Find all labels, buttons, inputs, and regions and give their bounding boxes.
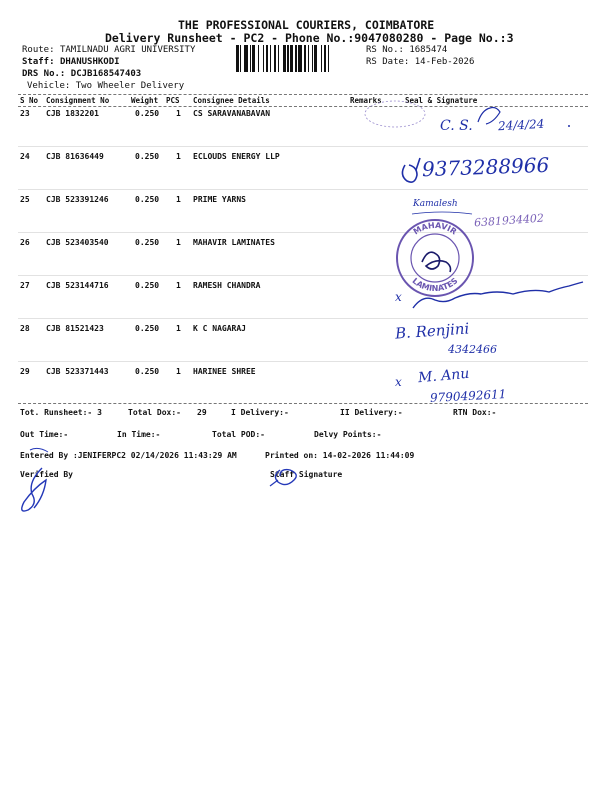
- col-weight: Weight: [131, 96, 159, 105]
- entered-by-scribble: [30, 448, 48, 452]
- entered-by: Entered By :JENIFERPC2 02/14/2026 11:43:29 AM: [20, 451, 237, 460]
- row23-initials: C. S.: [440, 118, 473, 134]
- col-sno: S No: [20, 96, 39, 105]
- row-sno: 24: [20, 152, 30, 161]
- row-pcs: 1: [176, 324, 181, 333]
- runsheet-subtitle: Delivery Runsheet - PC2 - Phone No.:9047080280 - Page No.:3: [105, 31, 514, 45]
- row24-phone: 9373288966: [421, 152, 550, 182]
- row23-signature-scribble: [478, 108, 500, 125]
- row25-phone: 6381934402: [473, 211, 545, 230]
- total-pod: Total POD:-: [212, 430, 265, 439]
- i-delivery: I Delivery:-: [231, 408, 289, 417]
- verified-by-signature: [22, 468, 46, 511]
- verified-by: Verified By: [20, 470, 73, 479]
- row29-mark: x: [395, 375, 402, 389]
- row28-name: B. Renjini: [394, 319, 470, 343]
- row-pcs: 1: [176, 238, 181, 247]
- row25-underline: [412, 212, 472, 214]
- row24-prefix-scribble: [402, 165, 417, 182]
- row-sno: 28: [20, 324, 30, 333]
- col-pcs: PCS: [166, 96, 180, 105]
- row23-date: 24/4/24: [497, 116, 545, 134]
- row-consignment-no: CJB 81636449: [46, 152, 104, 161]
- route-value: TAMILNADU AGRI UNIVERSITY: [59, 45, 196, 55]
- drs-value: DCJB168547403: [70, 69, 142, 79]
- row-sno: 23: [20, 109, 30, 118]
- out-time: Out Time:-: [20, 430, 69, 439]
- row28-phone: 4342466: [448, 343, 497, 356]
- staff-signature-tail: [270, 480, 278, 486]
- col-remarks: Remarks: [350, 96, 382, 105]
- col-consignment: Consignment No: [46, 96, 110, 105]
- row-weight: 0.250: [135, 195, 160, 204]
- company-title: THE PROFESSIONAL COURIERS, COIMBATORE: [178, 18, 435, 32]
- row-sno: 29: [20, 367, 30, 376]
- in-time: In Time:-: [117, 430, 161, 439]
- staff-label: Staff:: [22, 57, 55, 67]
- row-consignee: K C NAGARAJ: [193, 324, 246, 333]
- col-seal-signature: Seal & Signature: [405, 96, 478, 105]
- stamp-top-text: MAHAVIR: [411, 220, 459, 237]
- drs-label: DRS No.:: [22, 69, 66, 79]
- staff-signature-scribble: [275, 470, 296, 485]
- row-consignee: CS SARAVANABAVAN: [193, 109, 271, 118]
- rs-date: RS Date: 14-Feb-2026: [366, 57, 475, 67]
- row27-mark: x: [395, 290, 402, 304]
- row-consignee: HARINEE SHREE: [193, 367, 256, 376]
- row24-prefix-tail: [416, 158, 420, 170]
- row25-name: Kamalesh: [413, 199, 458, 209]
- tot-runsheet: Tot. Runsheet:- 3: [20, 408, 102, 417]
- row-consignee: MAHAVIR LAMINATES: [193, 238, 275, 247]
- ii-delivery: II Delivery:-: [340, 408, 403, 417]
- row-sno: 26: [20, 238, 30, 247]
- row-pcs: 1: [176, 195, 181, 204]
- route-label: Route:: [22, 45, 55, 55]
- row-consignee: RAMESH CHANDRA: [193, 281, 261, 290]
- delvy-points: Delvy Points:-: [314, 430, 382, 439]
- row-pcs: 1: [176, 367, 181, 376]
- vehicle-line: Vehicle: Two Wheeler Delivery: [27, 81, 185, 91]
- row-pcs: 1: [176, 109, 181, 118]
- row29-phone: 9790492611: [429, 387, 507, 405]
- rs-number: RS No.: 1685474: [366, 45, 448, 55]
- printed-on: Printed on: 14-02-2026 11:44:09: [265, 451, 415, 460]
- total-dox-label: Total Dox:-: [128, 408, 181, 417]
- rtn-dox: RTN Dox:-: [453, 408, 497, 417]
- row-consignment-no: CJB 81521423: [46, 324, 104, 333]
- stamp-bottom-text: LAMINATES: [410, 276, 460, 294]
- row-consignee: ECLOUDS ENERGY LLP: [193, 152, 280, 161]
- stamp-inner-ring: [411, 234, 459, 282]
- row-sno: 27: [20, 281, 30, 290]
- row23-dashed-oval: [365, 101, 425, 127]
- total-dox-value: 29: [197, 408, 207, 417]
- row-weight: 0.250: [135, 238, 160, 247]
- row-weight: 0.250: [135, 367, 160, 376]
- row-consignment-no: CJB 523391246: [46, 195, 109, 204]
- stamp-signature: [422, 252, 451, 272]
- row-consignment-no: CJB 523144716: [46, 281, 109, 290]
- row-weight: 0.250: [135, 152, 160, 161]
- staff-signature-label: Staff Signature: [270, 470, 343, 479]
- staff-value: DHANUSHKODI: [59, 57, 120, 67]
- row-sno: 25: [20, 195, 30, 204]
- row-pcs: 1: [176, 281, 181, 290]
- row-weight: 0.250: [135, 281, 160, 290]
- row-consignment-no: CJB 1832201: [46, 109, 99, 118]
- row-weight: 0.250: [135, 109, 160, 118]
- row-pcs: 1: [176, 152, 181, 161]
- row29-name: M. Anu: [417, 365, 470, 387]
- company-stamp: [397, 220, 473, 296]
- row-consignment-no: CJB 523371443: [46, 367, 109, 376]
- row-consignee: PRIME YARNS: [193, 195, 246, 204]
- col-consignee: Consignee Details: [193, 96, 270, 105]
- row-consignment-no: CJB 523403540: [46, 238, 109, 247]
- row-weight: 0.250: [135, 324, 160, 333]
